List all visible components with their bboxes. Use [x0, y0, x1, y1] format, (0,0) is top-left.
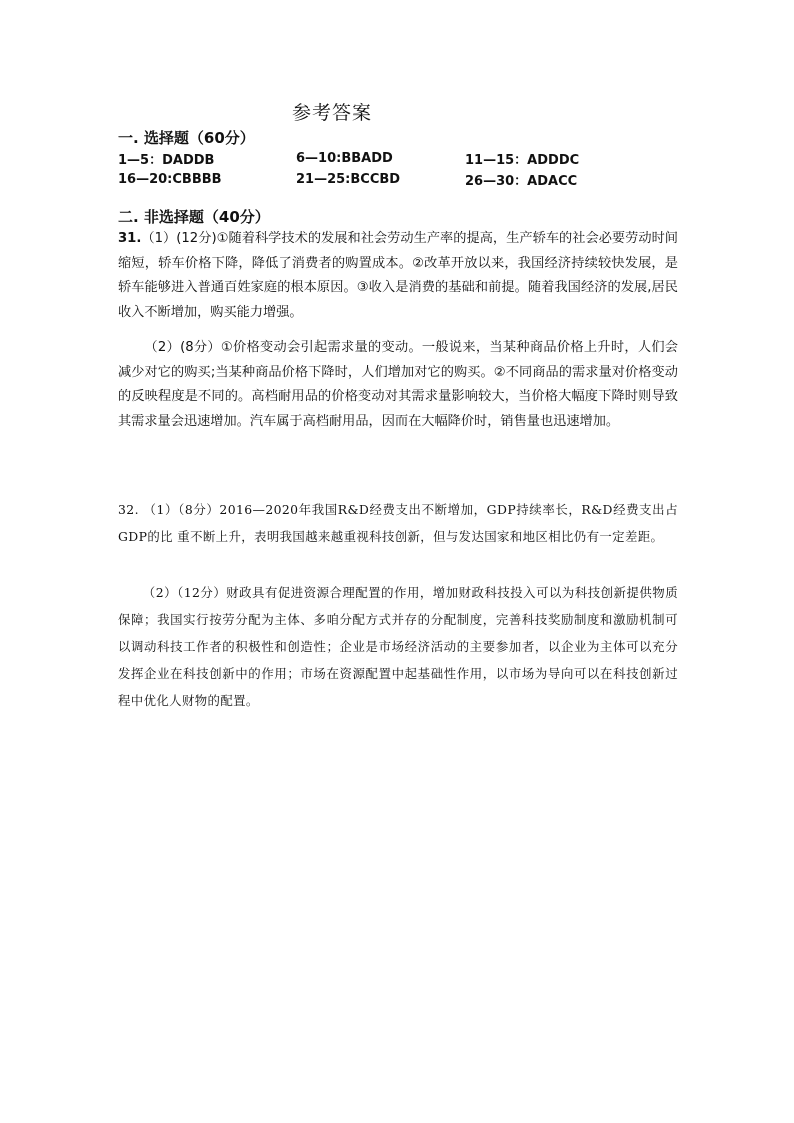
- q31-part1-text: （1）(12分)①随着科学技术的发展和社会劳动生产率的提高，生产轿车的社会必要劳动时间缩短，轿车价格下降，降低了消费者的购置成本。②改革开放以来，我国经济持续较快发展，是轿车能够进入普通百姓家庭的根本原因。③收入是消费的基础和前提。随着我国经济的发展,居民收入不断增加，购买能力增强。: [118, 231, 678, 320]
- multiple-choice-answers: [118, 148, 638, 190]
- q31-part2-answer: （2）(8分）①价格变动会引起需求量的变动。一般说来，当某种商品价格上升时，人们会减少对它的购买;当某种商品价格下降时，人们增加对它的购买。②不同商品的需求量对价格变动的反映程度是不同的。高档耐用品的价格变动对其需求量影响较大，当价格大幅度下降时则导致其需求量会迅速增加。汽车属于高档耐用品，因而在大幅降价时，销售量也迅速增加。: [118, 340, 678, 429]
- answers-row: [118, 169, 638, 190]
- question-number: 31.: [118, 231, 142, 246]
- answer-cell: 1—5：DADDB: [118, 153, 215, 168]
- q32-part1-answer: 32. （1）（8分）2016—2020年我国R&D经费支出不断增加，GDP持续率长，R&D经费支出占GDP的比 重不断上升，表明我国越来越重视科技创新，但与发达国家和地区相比仍有一定差距。: [118, 502, 678, 544]
- answer-cell: 21—25:BCCBD: [296, 172, 401, 187]
- answer-cell: 16—20:CBBBB: [118, 172, 222, 187]
- page-title: 参考答案: [292, 102, 373, 124]
- answer-cell: 11—15：ADDDC: [465, 153, 580, 168]
- answer-cell: 26—30：ADACC: [465, 174, 578, 189]
- q32-part2-answer: （2）（12分）财政具有促进资源合理配置的作用，增加财政科技投入可以为科技创新提供物质保障；我国实行按劳分配为主体、多咱分配方式并存的分配制度，完善科技奖励制度和激励机制可以调动科技工作者的积极性和创造性；企业是市场经济活动的主要参加者，以企业为主体可以充分发挥企业在科技创新中的作用；市场在资源配置中起基础性作用，以市场为导向可以在科技创新过程中优化人财物的配置。: [118, 585, 678, 708]
- section-heading-non-choice: 二. 非选择题（40分）: [118, 208, 270, 226]
- answers-row: [118, 148, 638, 169]
- answer-cell: 6—10:BBADD: [296, 151, 393, 166]
- section-heading-multiple-choice: 一. 选择题（60分）: [118, 129, 255, 147]
- q31-part1-answer: [118, 227, 678, 325]
